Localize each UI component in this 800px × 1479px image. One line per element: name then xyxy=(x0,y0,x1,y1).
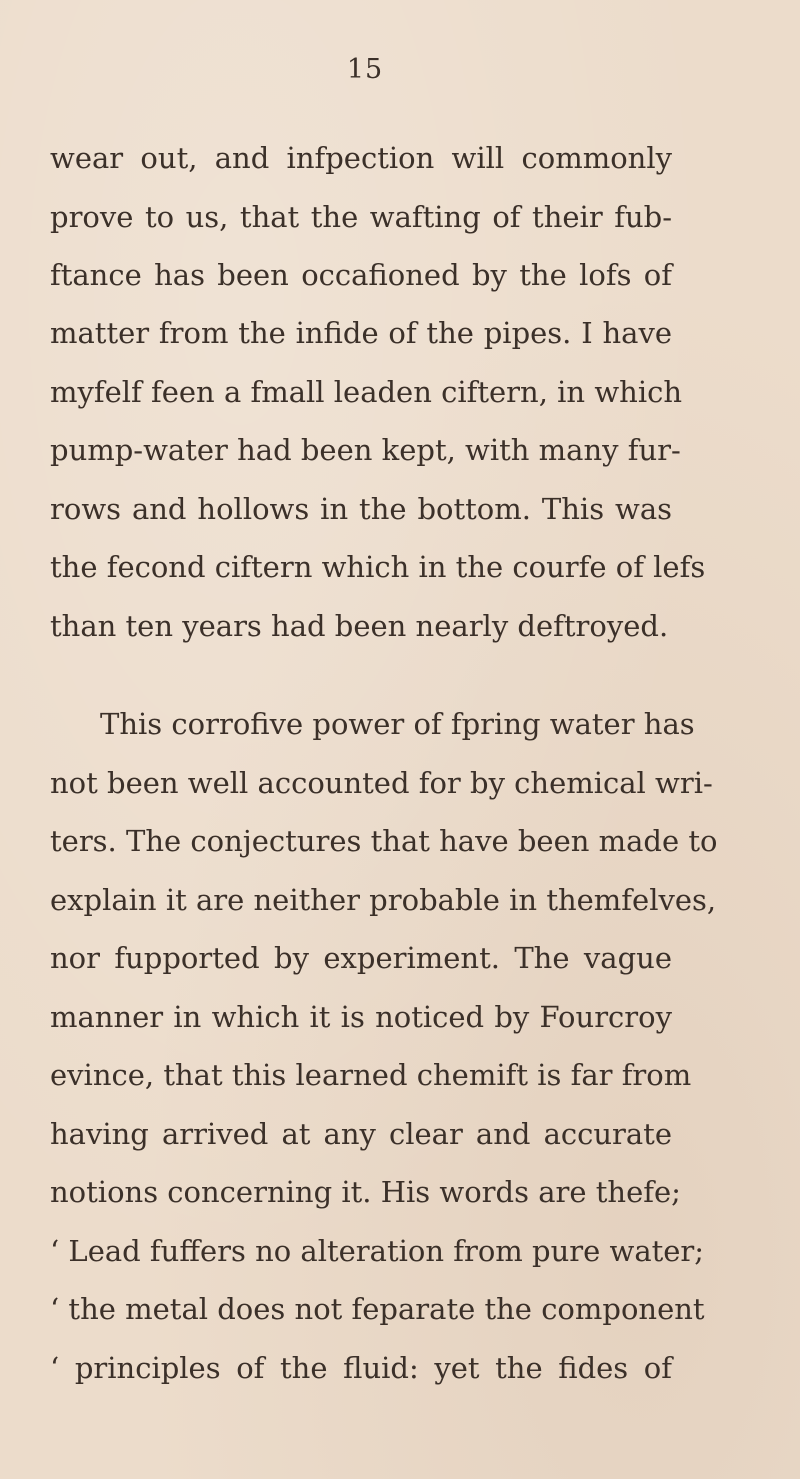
text-line: ‘ principles of the fluid: yet the fides of xyxy=(50,1351,672,1385)
page-number: 15 xyxy=(346,54,384,85)
text-line: myfelf feen a fmall leaden ciftern, in which xyxy=(50,375,683,409)
text-line: manner in which it is noticed by Fourcroy xyxy=(50,1000,672,1034)
text-line: not been well accounted for by chemical wri- xyxy=(50,766,713,800)
text-line: explain it are neither probable in themfelves, xyxy=(50,883,717,917)
text-line: than ten years had been nearly deftroyed. xyxy=(50,609,669,643)
text-line: nor fupported by experiment. The vague xyxy=(50,941,672,975)
text-line: pump-water had been kept, with many fur- xyxy=(50,433,681,467)
text-line: ters. The conjectures that have been made to xyxy=(50,824,718,858)
text-line: wear out, and infpection will commonly xyxy=(50,141,672,175)
text-line: matter from the infide of the pipes. I have xyxy=(50,316,672,350)
text-line: ‘ the metal does not feparate the component xyxy=(50,1292,705,1326)
text-line: rows and hollows in the bottom. This was xyxy=(50,492,672,526)
text-line: ‘ Lead fuffers no alteration from pure water; xyxy=(50,1234,705,1268)
text-line: This corrofive power of fpring water has xyxy=(100,707,695,741)
text-line: having arrived at any clear and accurate xyxy=(50,1117,672,1151)
text-line: the fecond ciftern which in the courfe of lefs xyxy=(50,550,706,584)
text-line: notions concerning it. His words are thefe; xyxy=(50,1175,681,1209)
text-line: ftance has been occafioned by the lofs of xyxy=(50,258,672,292)
text-line: prove to us, that the wafting of their fub- xyxy=(50,200,672,234)
text-line: evince, that this learned chemift is far from xyxy=(50,1058,692,1092)
